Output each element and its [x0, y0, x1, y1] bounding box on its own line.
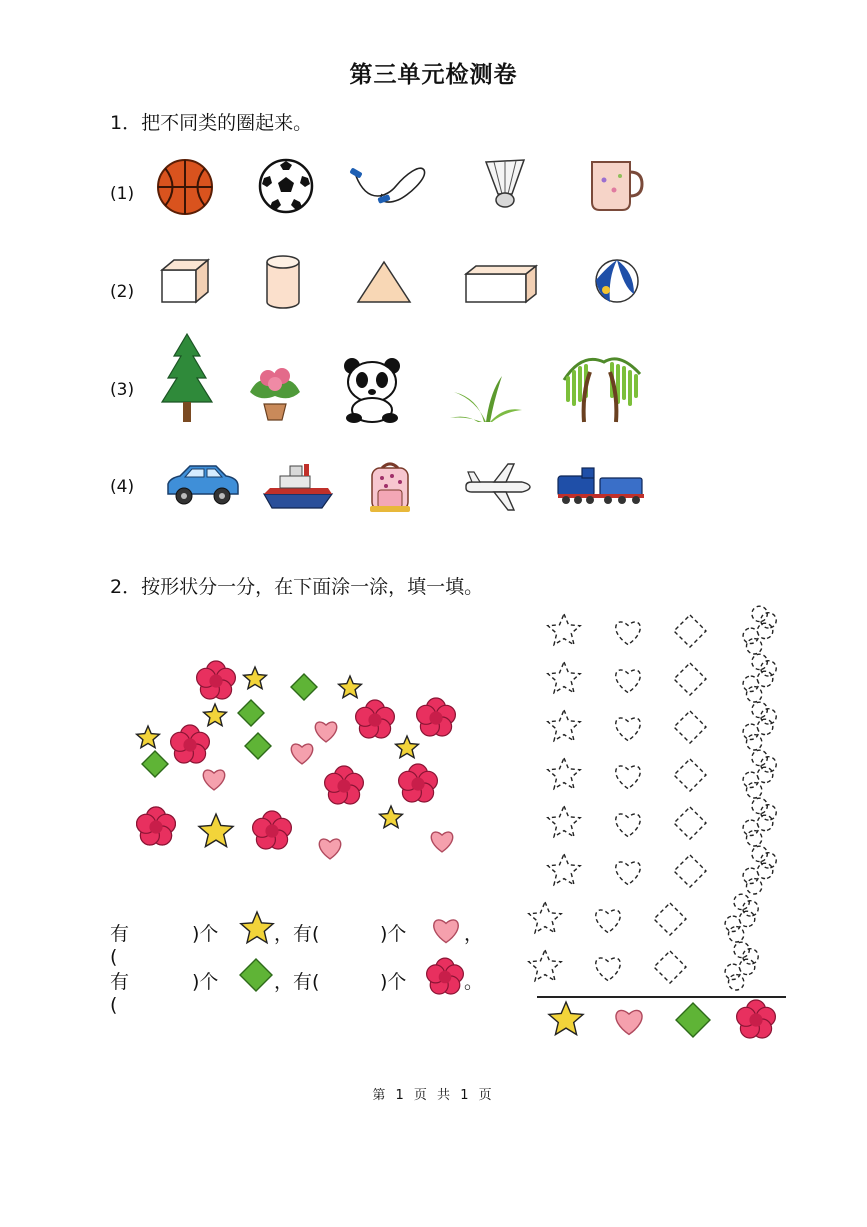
- diamond-outline: [654, 903, 686, 935]
- blank-flower-count[interactable]: [332, 965, 382, 991]
- star-shape: [199, 814, 233, 847]
- flower-outline: [725, 894, 758, 942]
- row-label-4: (4): [110, 477, 135, 497]
- page-title: 第三单元检测卷: [349, 62, 518, 88]
- fill-text: )个: [192, 971, 219, 993]
- star-shape: [241, 912, 273, 943]
- star-outline: [548, 710, 580, 741]
- flower-center: [411, 777, 424, 790]
- star-outline: [529, 950, 561, 981]
- heart-shape: [616, 1010, 642, 1034]
- flower-outline: [743, 750, 776, 798]
- blank-heart-count[interactable]: [332, 917, 382, 943]
- flower-outline: [743, 846, 776, 894]
- heart-outline: [616, 814, 641, 837]
- diamond-outline: [674, 615, 706, 647]
- row-label-3: (3): [110, 380, 135, 400]
- flower-outline: [743, 654, 776, 702]
- flower-outline: [743, 702, 776, 750]
- star-outline: [548, 806, 580, 837]
- star-shape: [137, 726, 160, 748]
- fill-text: ，有(: [274, 923, 320, 945]
- heart-outline: [616, 670, 641, 693]
- fill-text: )个: [380, 971, 407, 993]
- flower-center: [429, 711, 442, 724]
- diamond-outline: [674, 855, 706, 887]
- fill-text: ，: [464, 923, 484, 945]
- star-shape: [549, 1002, 583, 1035]
- star-shape: [396, 736, 419, 758]
- flower-outline: [743, 606, 776, 654]
- star-shape: [244, 667, 267, 689]
- row-label-2: (2): [110, 282, 135, 302]
- flower-center: [337, 779, 350, 792]
- heart-outline: [616, 766, 641, 789]
- heart-outline: [596, 958, 621, 981]
- heart-shape: [319, 839, 340, 859]
- heart-shape: [315, 722, 336, 742]
- diamond-shape: [291, 674, 317, 700]
- flower-center: [183, 738, 196, 751]
- fill-text: 。: [464, 971, 484, 993]
- page-footer: 第 1 页 共 1 页: [372, 1088, 495, 1103]
- fill-text: 有(: [110, 971, 130, 1016]
- diamond-shape: [245, 733, 271, 759]
- blank-diamond-count[interactable]: [140, 965, 192, 991]
- question-1-prompt: 1．把不同类的圈起来。: [110, 112, 313, 134]
- diamond-shape: [676, 1003, 710, 1037]
- star-shape: [380, 806, 403, 828]
- fill-text: )个: [192, 923, 219, 945]
- heart-shape: [203, 770, 224, 790]
- heart-outline: [596, 910, 621, 933]
- star-outline: [529, 902, 561, 933]
- star-outline: [548, 758, 580, 789]
- flower-center: [149, 820, 162, 833]
- heart-outline: [616, 718, 641, 741]
- fill-text: )个: [380, 923, 407, 945]
- star-shape: [204, 704, 227, 726]
- diamond-shape: [240, 959, 272, 991]
- flower-center: [265, 824, 278, 837]
- diamond-shape: [142, 751, 168, 777]
- diamond-shape: [238, 700, 264, 726]
- flower-outline: [725, 942, 758, 990]
- star-outline: [548, 854, 580, 885]
- diamond-outline: [674, 807, 706, 839]
- diamond-outline: [654, 951, 686, 983]
- fill-text: ，有(: [274, 971, 320, 993]
- question-2-prompt: 2．按形状分一分，在下面涂一涂，填一填。: [110, 576, 484, 598]
- fill-text: 有(: [110, 923, 130, 968]
- blank-star-count[interactable]: [140, 917, 192, 943]
- flower-outline: [743, 798, 776, 846]
- star-shape: [339, 676, 362, 698]
- flower-center: [209, 674, 222, 687]
- star-outline: [548, 614, 580, 645]
- diamond-outline: [674, 663, 706, 695]
- diamond-outline: [674, 759, 706, 791]
- heart-shape: [434, 920, 459, 943]
- row-label-1: (1): [110, 184, 135, 204]
- flower-center: [749, 1013, 762, 1026]
- flower-center: [368, 713, 381, 726]
- star-outline: [548, 662, 580, 693]
- diamond-outline: [674, 711, 706, 743]
- heart-outline: [616, 862, 641, 885]
- flower-center: [439, 971, 452, 984]
- heart-shape: [291, 744, 312, 764]
- heart-outline: [616, 622, 641, 645]
- heart-shape: [431, 832, 452, 852]
